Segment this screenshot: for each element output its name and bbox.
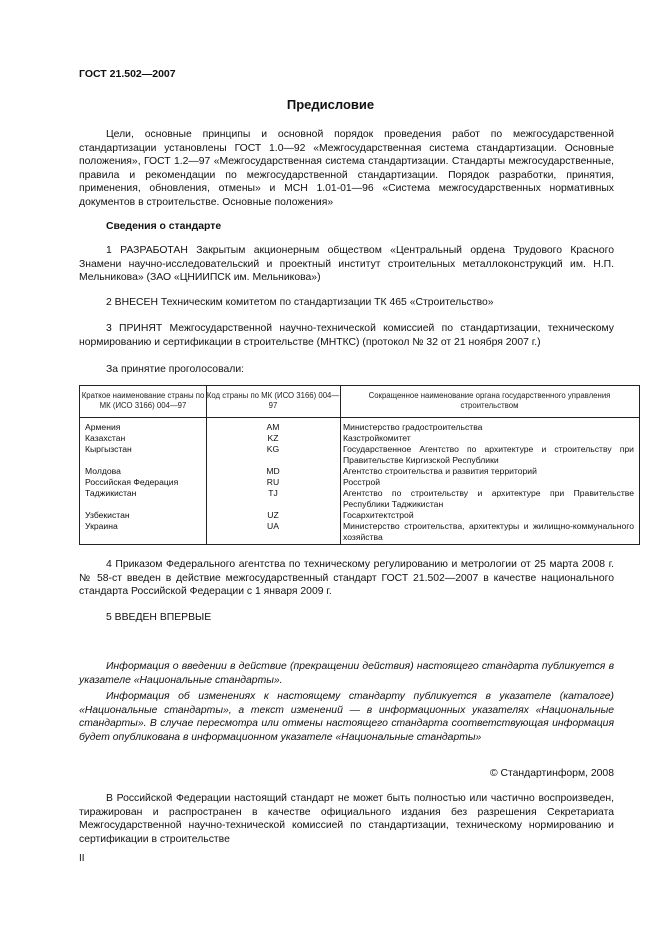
country-cell: Молдова <box>85 466 121 476</box>
body-cell: Министерство строительства, архитектуры и жилищно-коммунального хозяйства <box>343 521 634 542</box>
code-cell: AM <box>266 422 280 432</box>
body-cell: Агентство строительства и развития территорий <box>343 466 537 476</box>
info-paragraph-1: Информация о введении в действие (прекращении действия) настоящего стандарта публикуется в указателе «Национальные стандарты». <box>79 661 614 686</box>
item-3-paragraph: 3 ПРИНЯТ Межгосударственной научно-технической комиссией по стандартизации, техническому нормированию и сертификации в строительстве (МНТКС) (протокол № 32 от 21 ноября 2007 г.) <box>79 323 614 348</box>
table-header-country: Краткое наименование страны по МК (ИСО 3166) 004—97 <box>80 386 206 418</box>
section-heading: Сведения о стандарте <box>106 221 222 232</box>
code-cell: TJ <box>268 488 278 498</box>
body-cell: Росстрой <box>343 477 381 487</box>
voting-table <box>79 385 640 545</box>
page-title: Предисловие <box>286 97 375 112</box>
country-cell: Таджикистан <box>85 488 137 498</box>
country-cell: Армения <box>85 422 121 432</box>
body-cell: Министерство градостроительства <box>343 422 483 432</box>
table-header-body: Сокращенное наименование органа государственного управления строительством <box>340 386 639 418</box>
page-number: II <box>79 853 85 864</box>
code-cell: UZ <box>267 510 279 520</box>
country-cell: Казахстан <box>85 433 126 443</box>
code-cell: UA <box>267 521 279 531</box>
vote-label: За принятие проголосовали: <box>106 364 245 375</box>
country-cell: Российская Федерация <box>85 477 179 487</box>
code-cell: MD <box>266 466 280 476</box>
body-cell: Агентство по строительству и архитектуре при Правительстве Республики Таджикистан <box>343 488 634 509</box>
country-cell: Украина <box>85 521 118 531</box>
code-cell: KG <box>266 444 280 454</box>
body-cell: Казстройкомитет <box>343 433 411 443</box>
legal-paragraph: В Российской Федерации настоящий стандарт не может быть полностью или частично воспроизведен, тиражирован и распространен в качестве официального издания без разрешения Секретариата Межгосударственной научно-технической комиссией по стандартизации, техническому нормированию и сертификации в строительстве <box>79 793 614 845</box>
body-cell: Госархитектстрой <box>343 510 414 520</box>
country-cell: Кыргызстан <box>85 444 132 454</box>
intro-paragraph: Цели, основные принципы и основной порядок проведения работ по межгосударственной стандартизации установлены ГОСТ 1.0—92 «Межгосударственная система стандартизации. Основные положения», ГОСТ 1.2—97 «Межгосударственная система стандартизации. Стандарты межгосударственные, правила и рекомендации по межгосударственной стандартизации. Порядок разработки, принятия, применения, обновления, отмены» и МСН 1.01-01—96 «Система межгосударственных нормативных документов в строительстве. Основные положения» <box>79 129 614 208</box>
country-cell: Узбекистан <box>85 510 130 520</box>
item-5-paragraph: 5 ВВЕДЕН ВПЕРВЫЕ <box>106 612 212 623</box>
body-cell: Государственное Агентство по архитектуре и строительству при Правительстве Киргизской Республики <box>343 444 634 465</box>
code-cell: RU <box>266 477 280 487</box>
copyright-notice: © Стандартинформ, 2008 <box>489 768 614 779</box>
running-header: ГОСТ 21.502—2007 <box>79 68 176 80</box>
item-4-paragraph: 4 Приказом Федерального агентства по техническому регулированию и метрологии от 25 марта 2008 г. № 58-ст введен в действие межгосударственный стандарт ГОСТ 21.502—2007 в качестве национального стандарта Российской Федерации с 1 января 2009 г. <box>79 559 614 598</box>
table-header-code: Код страны по МК (ИСО 3166) 004—97 <box>206 386 340 418</box>
code-cell: KZ <box>267 433 279 443</box>
item-2-paragraph: 2 ВНЕСЕН Техническим комитетом по стандартизации ТК 465 «Строительство» <box>106 297 494 308</box>
info-paragraph-2: Информация об изменениях к настоящему стандарту публикуется в указателе (каталоге) «Национальные стандарты», а текст изменений — в информационных указателях «Национальные стандарты». В случае пересмотра или отмены настоящего стандарта соответствующая информация будет опубликована в информационном указателе «Национальные стандарты» <box>79 691 614 743</box>
item-1-paragraph: 1 РАЗРАБОТАН Закрытым акционерным обществом «Центральный ордена Трудового Красного Знамени научно-исследовательский и проектный институт строительных металлоконструкций им. Н.П. Мельникова» (ЗАО «ЦНИИПСК им. Мельникова») <box>79 245 614 284</box>
table-divider <box>340 386 341 544</box>
